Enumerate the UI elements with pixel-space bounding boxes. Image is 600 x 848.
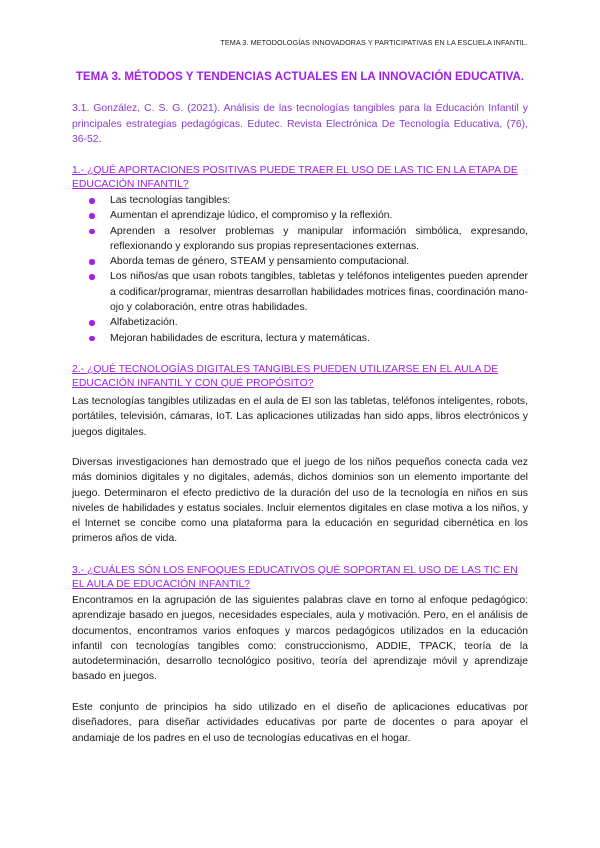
question-2-heading: 2.- ¿QUÉ TECNOLOGÍAS DIGITALES TANGIBLES PUEDEN UTILIZARSE EN EL AULA DE EDUCACIÓN INFANTIL Y CON QUÉ PROPÓSITO? bbox=[72, 364, 499, 389]
bullet-dot-icon bbox=[89, 229, 95, 235]
bullet-dot-icon bbox=[89, 213, 95, 219]
benefits-list bbox=[72, 193, 528, 346]
bullet-dot-icon bbox=[89, 259, 95, 265]
list-item: Los niños/as que usan robots tangibles, tabletas y teléfonos inteligentes pueden aprender a codificar/programar, mientras desarrollan habilidades motrices finas, coordinación mano-ojo y colaboración, entre otras habilidades. bbox=[72, 269, 528, 315]
bullet-dot-icon bbox=[89, 198, 95, 204]
bullet-dot-icon bbox=[89, 320, 95, 326]
bullet-dot-icon bbox=[89, 336, 95, 342]
section-2-paragraph-1: Las tecnologías tangibles utilizadas en el aula de EI son las tabletas, teléfonos inteligentes, robots, portátiles, televisión, cámaras, IoT. Las aplicaciones utilizadas han sido apps, libros electrónicos y juegos digitales. bbox=[72, 396, 528, 438]
list-item: Aprenden a resolver problemas y manipular información simbólica, expresando, reflexionando y explorando sus propias representaciones externas. bbox=[72, 224, 528, 255]
list-item: Las tecnologías tangibles: bbox=[72, 193, 528, 208]
list-item: Mejoran habilidades de escritura, lectura y matemáticas. bbox=[72, 331, 528, 346]
bullet-dot-icon bbox=[89, 274, 95, 280]
list-item: Alfabetización. bbox=[72, 315, 528, 330]
running-header: TEMA 3. METODOLOGÍAS INNOVADORAS Y PARTICIPATIVAS EN LA ESCUELA INFANTIL. bbox=[220, 38, 528, 47]
section-3-paragraph-2: Este conjunto de principios ha sido utilizado en el diseño de aplicaciones educativas por diseñadores, para diseñar actividades educativas por parte de docentes o para apoyar el andamiaje de los padres en el uso de tecnologías educativas en el hogar. bbox=[72, 702, 528, 744]
list-item: Aumentan el aprendizaje lúdico, el compromiso y la reflexión. bbox=[72, 208, 528, 223]
section-3-paragraph-1: Encontramos en la agrupación de las siguientes palabras clave en torno al enfoque pedagógico: aprendizaje basado en juegos, necesidades especiales, aula y motivación. Pero, en el análisis de documentos, encontramos varios enfoques y marcos pedagógicos utilizados en la educación infantil con tecnologías tangibles como: construccionismo, ADDIE, TPACK, teoría de la autodeterminación, desarrollo tecnológico positivo, teoría del aprendizaje móvil y aprendizaje basado en juegos. bbox=[72, 595, 528, 683]
question-3-heading: 3.- ¿CUÁLES SÓN LOS ENFOQUES EDUCATIVOS QUÉ SOPORTAN EL USO DE LAS TIC EN EL AULA DE EDUCACIÓN INFANTIL? bbox=[72, 565, 518, 590]
section-2-paragraph-2: Diversas investigaciones han demostrado que el juego de los niños pequeños conecta cada vez más dominios digitales y no digitales, además, dichos dominios son un elemento importante del juego. Determinaron el efecto predictivo de la duración del uso de la tecnología en niños en sus niveles de habilidades y estatus sociales. Incluir elementos digitales en clase motiva a los niños, y el Internet se concibe como una plataforma para la educación en seguridad cibernética en los primeros años de vida. bbox=[72, 457, 528, 545]
page-title: TEMA 3. MÉTODOS Y TENDENCIAS ACTUALES EN LA INNOVACIÓN EDUCATIVA. bbox=[75, 70, 525, 83]
question-1-heading: 1.- ¿QUÉ APORTACIONES POSITIVAS PUEDE TRAER EL USO DE LAS TIC EN LA ETAPA DE EDUCACIÓN INFANTIL? bbox=[72, 165, 518, 190]
reference-citation: 3.1. González, C. S. G. (2021). Análisis de las tecnologías tangibles para la Educación Infantil y principales estrategias pedagógicas. Edutec. Revista Electrónica De Tecnología Educativa, (76), 36-52. bbox=[72, 103, 528, 145]
list-item: Aborda temas de género, STEAM y pensamiento computacional. bbox=[72, 254, 528, 269]
